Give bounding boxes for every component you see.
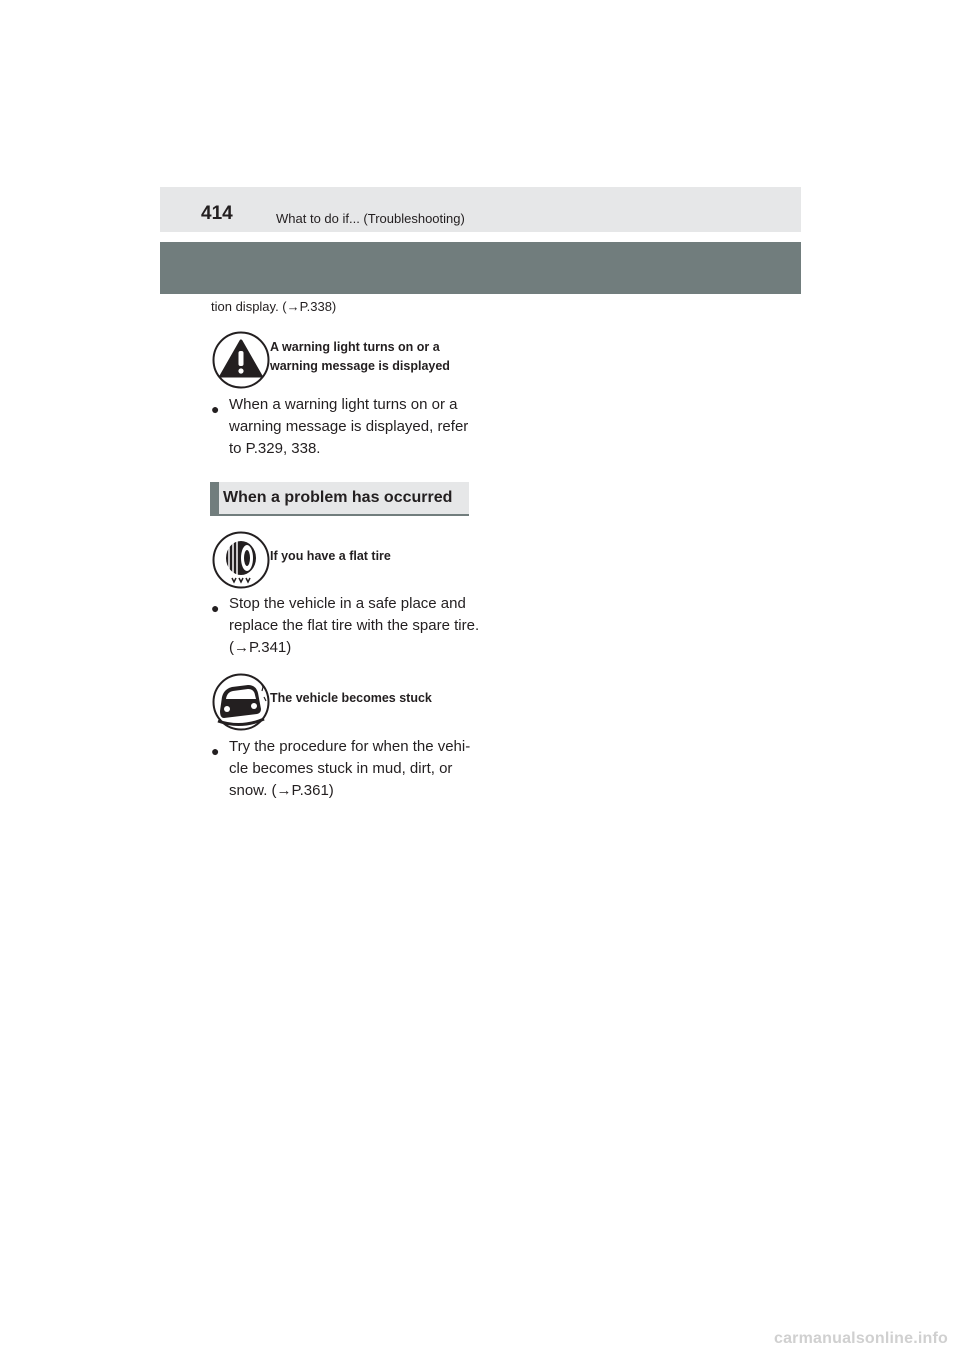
stuck-caption: The vehicle becomes stuck — [270, 691, 432, 705]
page-header — [160, 187, 801, 232]
warning-bullet-text: When a warning light turns on or a warning message is displayed, refer to P.329, 338. — [229, 396, 469, 457]
header-band — [160, 242, 801, 294]
page-number: 414 — [201, 203, 233, 224]
section-heading-label: When a problem has occurred — [223, 489, 453, 506]
bullet-icon: ● — [211, 743, 220, 759]
continuation-text: tion display. (→P.338) — [211, 299, 337, 314]
stuck-bullet-text: Try the procedure for when the vehi-cle becomes stuck in mud, dirt, or snow. (→P.361) — [229, 738, 471, 799]
stuck-vehicle-icon — [212, 673, 270, 731]
warning-bullet — [211, 394, 481, 460]
flat-tire-caption: If you have a flat tire — [270, 549, 391, 563]
flat-tire-bullet — [211, 593, 481, 659]
bullet-icon: ● — [211, 401, 220, 417]
stuck-bullet — [211, 736, 481, 802]
section-heading — [210, 482, 469, 516]
warning-caption: A warning light turns on or a warning message is displayed — [270, 340, 450, 373]
warning-exclamation-icon — [212, 331, 270, 389]
flat-tire-bullet-text: Stop the vehicle in a safe place and replace the flat tire with the spare tire. (→P.341) — [229, 595, 480, 656]
watermark: carmanualsonline.info — [773, 1330, 948, 1347]
flat-tire-icon — [212, 531, 270, 589]
chapter-title: What to do if... (Troubleshooting) — [276, 211, 465, 226]
section-heading-accent — [210, 482, 219, 516]
bullet-icon: ● — [211, 600, 220, 616]
